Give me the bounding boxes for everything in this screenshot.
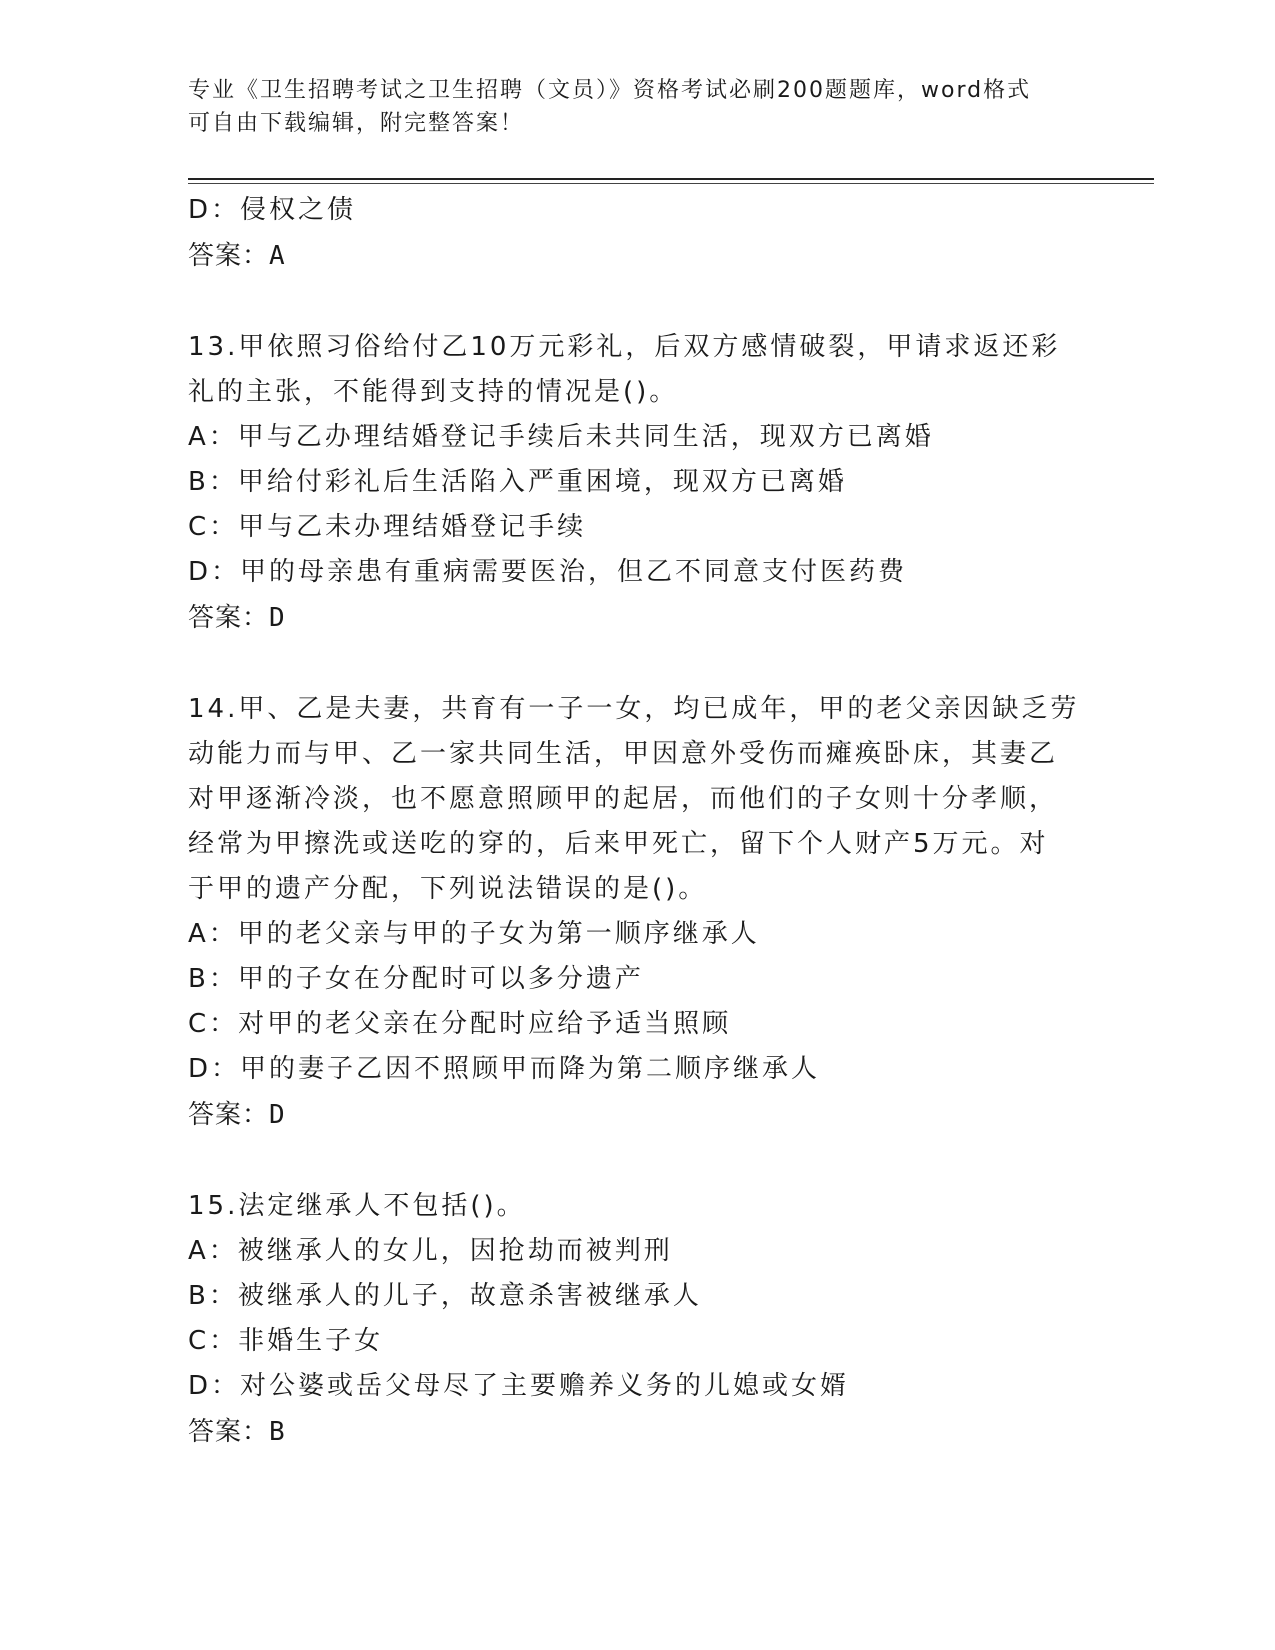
question-stem-line: 13.甲依照习俗给付乙10万元彩礼，后双方感情破裂，甲请求返还彩 [188, 332, 1061, 362]
spacer [188, 1138, 1088, 1184]
question-stem-line: 经常为甲擦洗或送吃的穿的，后来甲死亡，留下个人财产5万元。对 [188, 829, 1049, 859]
option-d: D：对公婆或岳父母尽了主要赡养义务的儿媳或女婿 [188, 1371, 850, 1401]
option-b: B：甲的子女在分配时可以多分遗产 [188, 964, 644, 994]
document-header [188, 74, 1088, 140]
header-line-2: 可自由下载编辑，附完整答案！ [188, 111, 525, 136]
answer-value: D [269, 603, 286, 633]
question-stem-line: 对甲逐渐冷淡，也不愿意照顾甲的起居，而他们的子女则十分孝顺， [188, 784, 1059, 814]
option-d: D：侵权之债 [188, 195, 357, 225]
question-stem-line: 于甲的遗产分配，下列说法错误的是()。 [188, 874, 708, 904]
option-d: D：甲的母亲患有重病需要医治，但乙不同意支付医药费 [188, 557, 908, 587]
header-rule-thick [188, 178, 1154, 180]
header-rule-thin [188, 183, 1154, 184]
header-line-1: 专业《卫生招聘考试之卫生招聘（文员）》资格考试必刷200题题库，word格式 [188, 78, 1032, 103]
answer-line [188, 1092, 1088, 1138]
question-15 [188, 1184, 1088, 1455]
answer-line [188, 595, 1088, 641]
option-d: D：甲的妻子乙因不照顾甲而降为第二顺序继承人 [188, 1054, 821, 1084]
spacer [188, 641, 1088, 687]
question-13 [188, 325, 1088, 641]
spacer [188, 279, 1088, 325]
option-c: C：甲与乙未办理结婚登记手续 [188, 512, 587, 542]
answer-label: 答案： [188, 241, 270, 271]
option-a: A：甲的老父亲与甲的子女为第一顺序继承人 [188, 919, 760, 949]
answer-value: A [269, 241, 286, 271]
option-c: C：非婚生子女 [188, 1326, 384, 1356]
option-c: C：对甲的老父亲在分配时应给予适当照顾 [188, 1009, 732, 1039]
answer-line [188, 1409, 1088, 1455]
answer-line [188, 233, 1088, 279]
question-stem-line: 礼的主张，不能得到支持的情况是()。 [188, 377, 679, 407]
question-14 [188, 687, 1088, 1138]
question-stem-line: 14.甲、乙是夫妻，共育有一子一女，均已成年，甲的老父亲因缺乏劳 [188, 694, 1080, 724]
answer-value: D [269, 1100, 286, 1130]
page-content [188, 188, 1088, 1455]
option-b: B：被继承人的儿子，故意杀害被继承人 [188, 1281, 702, 1311]
answer-value: B [269, 1417, 286, 1447]
option-a: A：被继承人的女儿，因抢劫而被判刑 [188, 1236, 673, 1266]
option-a: A：甲与乙办理结婚登记手续后未共同生活，现双方已离婚 [188, 422, 934, 452]
answer-label: 答案： [188, 1417, 270, 1447]
question-stem-line: 15.法定继承人不包括()。 [188, 1191, 526, 1221]
answer-label: 答案： [188, 1100, 270, 1130]
question-stem-line: 动能力而与甲、乙一家共同生活，甲因意外受伤而瘫痪卧床，其妻乙 [188, 739, 1059, 769]
answer-label: 答案： [188, 603, 270, 633]
option-b: B：甲给付彩礼后生活陷入严重困境，现双方已离婚 [188, 467, 847, 497]
